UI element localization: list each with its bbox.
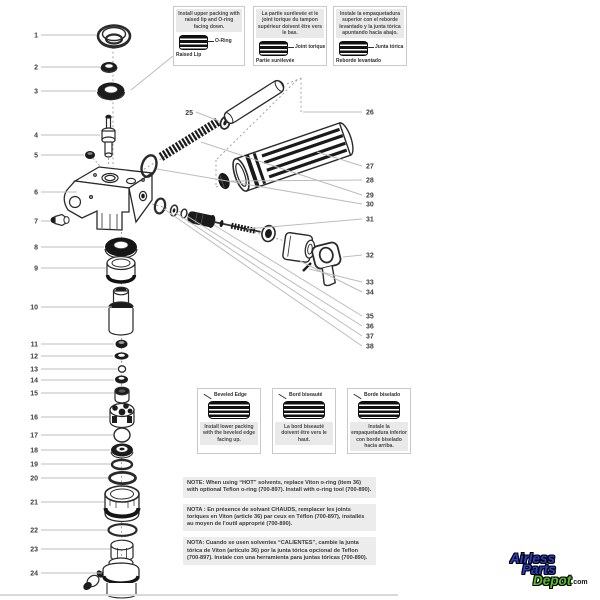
- callout-leader-line: [196, 112, 219, 121]
- callout-35: 35: [366, 313, 374, 321]
- part-31-valve-cartridge: [186, 209, 276, 243]
- arrow-line: [353, 394, 361, 400]
- bord-biseaute-label: Bord biseauté: [289, 392, 323, 398]
- callout-31: 31: [366, 216, 374, 224]
- packing-illustration: [283, 401, 325, 419]
- packing-illustration: [179, 35, 208, 50]
- callout-28: 28: [366, 177, 374, 185]
- part-9-cup-packing: [107, 257, 135, 283]
- callout-17: 17: [30, 432, 38, 440]
- callout-26: 26: [366, 109, 374, 117]
- part-32-handle: [311, 241, 346, 287]
- part-10-piston-rod: [109, 287, 133, 335]
- label-leader-line: [287, 47, 294, 48]
- callout-38: 38: [366, 343, 374, 351]
- instruction-box-upper-packing-en: [173, 6, 245, 66]
- part-6-pump-block: [64, 167, 152, 230]
- callout-18: 18: [30, 447, 38, 455]
- callout-29: 29: [366, 192, 374, 200]
- note-spanish: NOTA: Cuando se usen solventes “CALIENTES”, cambie la junta tórica de Viton (artículo 36) por la junta tórica opcional de Teflon (700-897). Instale con una herramienta para juntas tóricas (700-890).: [183, 537, 376, 565]
- part-38-o-ring: [154, 198, 167, 215]
- part-11-nut: [116, 340, 128, 348]
- instruction-box-upper-packing-fr: [253, 6, 327, 66]
- callout-1: 1: [34, 32, 38, 40]
- arrow-line: [278, 394, 286, 400]
- part-26-tube: [222, 78, 286, 126]
- callout-4: 4: [34, 132, 38, 140]
- joint-torique-label: Joint torique: [295, 44, 326, 50]
- instruction-text: La partie surélevée et le joint torique du tampon supérieur doivent être vers le bas.: [256, 9, 324, 38]
- part-5-plug: [85, 151, 100, 166]
- callout-36: 36: [366, 323, 374, 331]
- borde-biselado-label: Borde biselado: [364, 392, 401, 398]
- part-21-cylinder-sleeve: [105, 486, 139, 522]
- part-16-ball-cage: [110, 403, 134, 427]
- part-7-inlet-fitting: [51, 215, 70, 226]
- callout-15: 15: [30, 390, 38, 398]
- logo-word-airless: Airless: [510, 551, 556, 566]
- callout-32: 32: [366, 252, 374, 260]
- logo-suffix-com: .com: [571, 579, 588, 586]
- part-22-o-ring: [109, 524, 137, 536]
- part-17-ring: [114, 428, 130, 442]
- callout-23: 23: [30, 546, 38, 554]
- instruction-box-upper-packing-es: [333, 6, 407, 66]
- junta-torica-label: Junta tórica: [375, 44, 404, 50]
- label-leader-line: [367, 47, 374, 48]
- reborde-levantado-label: Reborde levantado: [336, 58, 382, 64]
- part-37-washer: [170, 205, 179, 217]
- part-2-small-ring: [101, 62, 117, 73]
- part-18-seat: [111, 444, 133, 459]
- callout-37: 37: [366, 333, 374, 341]
- label-leader-line: [207, 41, 214, 42]
- part-13-o-ring-small: [118, 366, 125, 372]
- callout-20: 20: [30, 475, 38, 483]
- part-20-o-ring: [110, 472, 136, 483]
- instruction-box-lower-packing-fr: [272, 388, 336, 454]
- logo-word-parts: Parts: [522, 562, 556, 577]
- instruction-box-lower-packing-en: [197, 388, 261, 454]
- callout-24: 24: [30, 570, 38, 578]
- packing-illustration: [208, 401, 250, 419]
- part-29-spring: [161, 121, 219, 157]
- beveled-edge-label: Beveled Edge: [214, 392, 247, 398]
- logo-word-depot: Depot.com: [533, 573, 588, 588]
- instruction-box-lower-packing-es: [347, 388, 411, 454]
- callout-13: 13: [30, 366, 38, 374]
- callout-11: 11: [30, 341, 38, 349]
- callout-14: 14: [30, 377, 38, 385]
- part-12-washer: [115, 352, 129, 359]
- callout-leader-line: [247, 219, 362, 229]
- part-1-packing-cap: [98, 26, 130, 49]
- callout-9: 9: [34, 265, 38, 273]
- instruction-text: Install upper packing with raised lip and O-ring facing down.: [176, 9, 242, 32]
- box-to-part3-leader: [131, 56, 173, 90]
- callout-3: 3: [34, 88, 38, 96]
- callout-33: 33: [366, 279, 374, 287]
- packing-illustration: [259, 41, 288, 56]
- part-15-spacer: [115, 387, 129, 403]
- part-14-seal: [115, 376, 128, 384]
- callout-30: 30: [366, 201, 374, 209]
- instruction-text: Instale la empaquetadura superior con el reborde levantado y la junta tórica apuntando hacia abajo.: [336, 9, 404, 38]
- part-19-o-ring: [112, 460, 132, 469]
- part-34-valve-housing: [282, 232, 316, 263]
- callout-22: 22: [30, 527, 38, 535]
- page-separator-line: [0, 594, 398, 596]
- callout-21: 21: [30, 499, 38, 507]
- part-27-displacement-cylinder: [230, 121, 356, 193]
- callout-25: 25: [185, 110, 193, 117]
- packing-illustration: [339, 41, 368, 56]
- callout-6: 6: [34, 189, 38, 197]
- solvent-notes: [183, 477, 376, 571]
- airless-parts-depot-logo: [506, 553, 600, 588]
- callout-16: 16: [30, 414, 38, 422]
- callout-10: 10: [30, 304, 38, 312]
- note-english: NOTE: When using “HOT” solvents, replace Viton o-ring (item 36) with optional Teflon o-ring (700-897). Install with o-ring tool (700-890).: [183, 477, 376, 498]
- instruction-text: La bord biseauté doivent être vers le haut.: [275, 422, 333, 445]
- instruction-text: Install lower packing with the beveled edge facing up.: [200, 422, 258, 445]
- callout-8: 8: [34, 244, 38, 252]
- packing-illustration: [358, 401, 400, 419]
- part-24-foot-valve: [82, 558, 139, 598]
- outlet-valve-assembly: [154, 198, 347, 288]
- callout-leader-line: [343, 255, 362, 257]
- callout-2: 2: [34, 64, 38, 72]
- callout-34: 34: [366, 289, 374, 297]
- callout-27: 27: [366, 163, 374, 171]
- part-8-packing: [105, 238, 137, 259]
- partie-surelevee-label: Partie surélevée: [256, 58, 295, 64]
- callout-5: 5: [34, 152, 38, 160]
- callout-12: 12: [30, 353, 38, 361]
- o-ring-label: O-Ring: [215, 37, 232, 44]
- callout-7: 7: [34, 218, 38, 226]
- part-3-upper-packing: [98, 83, 125, 100]
- note-french: NOTA : En présence de solvant CHAUDS, remplacer les joints toriques en Viton (article 36) par ceux en Téflon (700-897), installés au moyen de l'outil approprié (700-890).: [183, 504, 376, 532]
- callout-19: 19: [30, 461, 38, 469]
- instruction-text: Instale la empaquetadura inferior con borde biselado hacia arriba.: [350, 422, 408, 451]
- raised-lip-label: Raised Lip: [176, 51, 202, 58]
- arrow-line: [203, 394, 211, 400]
- callout-leader-line: [309, 269, 362, 282]
